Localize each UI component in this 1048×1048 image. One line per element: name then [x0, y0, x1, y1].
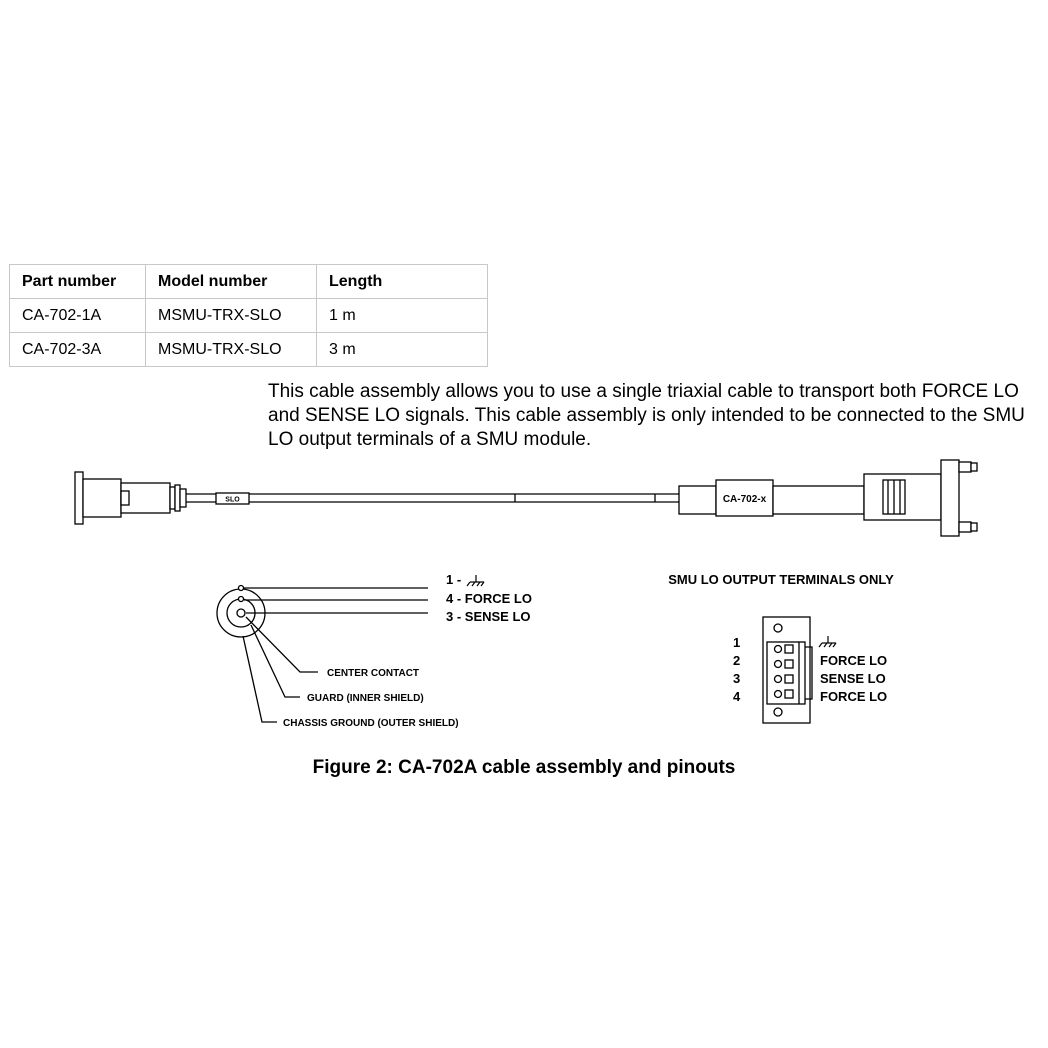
chassis-ground-icon — [467, 575, 484, 586]
callout-chassis-ground: CHASSIS GROUND (OUTER SHIELD) — [283, 718, 459, 729]
triax-pin-1-label: 1 - — [446, 572, 462, 587]
model-tag-label: CA-702-x — [722, 494, 767, 505]
terminal-number-2: 2 — [733, 653, 741, 668]
header-length: Length — [317, 265, 488, 299]
terminal-number-3: 3 — [733, 671, 741, 686]
triax-pin-4-label: 4 - FORCE LO — [446, 591, 532, 606]
header-part-number: Part number — [10, 265, 146, 299]
description-text: This cable assembly allows you to use a single triaxial cable to transport both FORCE LO and SENSE LO signals. This cable assembly is only intended to be connected to the SMU LO output terminals of a SMU module. — [268, 381, 1025, 450]
cell-model-number: MSMU-TRX-SLO — [146, 299, 317, 333]
triax-connector — [75, 472, 186, 524]
figure-caption: Figure 2: CA-702A cable assembly and pinouts — [312, 757, 736, 778]
cable-line — [186, 494, 679, 502]
terminal-block-title: SMU LO OUTPUT TERMINALS ONLY — [668, 572, 894, 587]
terminal-signal-2: FORCE LO — [820, 653, 888, 668]
terminal-number-4: 4 — [733, 689, 741, 704]
slo-tag-label: SLO — [225, 496, 240, 504]
cell-part-number: CA-702-1A — [10, 299, 146, 333]
header-model-number: Model number — [146, 265, 317, 299]
cell-model-number: MSMU-TRX-SLO — [146, 333, 317, 367]
chassis-ground-icon — [819, 636, 836, 647]
cell-length: 1 m — [317, 299, 488, 333]
callout-center-contact: CENTER CONTACT — [327, 668, 420, 679]
slo-tag — [216, 493, 249, 504]
terminal-block — [668, 572, 894, 723]
phoenix-plug — [864, 460, 977, 536]
cell-length: 3 m — [317, 333, 488, 367]
triax-pin-3-label: 3 - SENSE LO — [446, 609, 531, 624]
triax-pinout — [217, 572, 532, 729]
terminal-number-1: 1 — [733, 635, 741, 650]
cell-part-number: CA-702-3A — [10, 333, 146, 367]
termination-block — [679, 480, 864, 516]
terminal-signal-4: FORCE LO — [820, 689, 888, 704]
terminal-signal-3: SENSE LO — [820, 671, 886, 686]
callout-guard: GUARD (INNER SHIELD) — [307, 693, 424, 704]
